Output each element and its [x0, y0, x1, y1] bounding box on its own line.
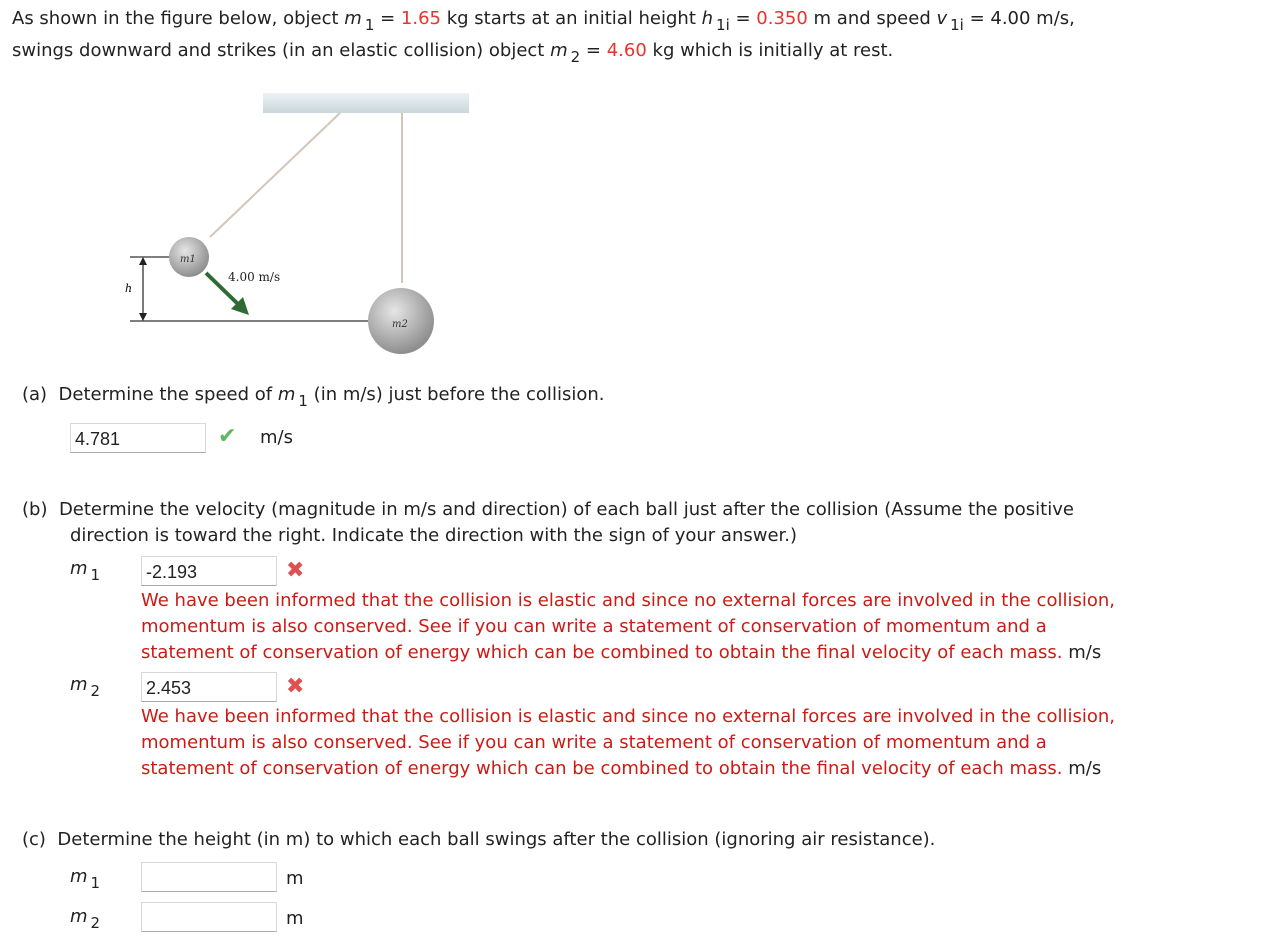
problem-statement-line2	[12, 40, 893, 66]
part-label: (c)	[22, 829, 46, 850]
subscript: 2	[90, 682, 101, 700]
subscript: 1	[90, 874, 101, 892]
given-m1: 1.65	[400, 8, 441, 29]
subscript: 1i	[950, 16, 964, 34]
subscript: 1	[90, 566, 101, 584]
text: momentum is also conserved. See if you can write a statement of conservation of momentum and a	[141, 732, 1047, 753]
given-m2: 4.60	[606, 40, 647, 61]
m1-label	[70, 866, 100, 892]
answer-a-input[interactable]: 4.781	[70, 423, 206, 453]
problem-statement-line1	[12, 8, 1075, 34]
text: We have been informed that the collision is elastic and since no external forces are involved in the collision,	[141, 590, 1115, 611]
answer-b-m2-input[interactable]: 2.453	[141, 672, 277, 702]
subscript: 1	[298, 392, 308, 410]
question-c	[22, 829, 935, 850]
given-h: 0.350	[756, 8, 808, 29]
text: swings downward and strikes (in an elastic collision) object	[12, 40, 551, 61]
ceiling	[263, 93, 469, 113]
answer-b-m1-input[interactable]: -2.193	[141, 556, 277, 586]
feedback-m2	[141, 704, 1115, 782]
unit-label: m	[286, 908, 304, 929]
speed-label: 4.00 m/s	[228, 270, 281, 284]
cross-icon: ✖	[286, 674, 305, 699]
unit-label: m	[286, 868, 304, 889]
symbol: m	[70, 906, 88, 927]
m1-label: m1	[180, 254, 196, 265]
text: statement of conservation of energy which can be combined to obtain the final velocity of each mass.	[141, 758, 1063, 779]
symbol: m	[277, 384, 296, 405]
subscript: 2	[570, 48, 581, 66]
text: kg starts at an initial height	[441, 8, 702, 29]
text: =	[374, 8, 401, 29]
h-label: h	[125, 282, 133, 295]
symbol: v	[936, 8, 948, 29]
text: =	[580, 40, 607, 61]
subscript: 1i	[716, 16, 730, 34]
subscript: 2	[90, 914, 101, 932]
symbol: h	[701, 8, 714, 29]
feedback-m1	[141, 588, 1115, 666]
text: Determine the speed of	[58, 384, 278, 405]
cross-icon: ✖	[286, 558, 305, 583]
check-icon: ✔	[218, 424, 237, 449]
symbol: m	[70, 866, 88, 887]
text: (in m/s) just before the collision.	[307, 384, 605, 405]
text: momentum is also conserved. See if you can write a statement of conservation of momentum and a	[141, 616, 1047, 637]
question-b	[22, 497, 1074, 549]
text: direction is toward the right. Indicate the direction with the sign of your answer.)	[70, 525, 798, 546]
text: As shown in the figure below, object	[12, 8, 345, 29]
m1-label	[70, 558, 100, 584]
unit-label: m/s	[1068, 642, 1102, 663]
symbol: m	[70, 558, 88, 579]
unit-label: m/s	[1068, 758, 1102, 779]
symbol: m	[550, 40, 568, 61]
text: m and speed	[807, 8, 937, 29]
pendulum-figure	[100, 85, 500, 365]
m2-label	[70, 906, 100, 932]
symbol: m	[70, 674, 88, 695]
symbol: m	[344, 8, 362, 29]
answer-c-m1-input[interactable]	[141, 862, 277, 892]
subscript: 1	[364, 16, 375, 34]
text: kg which is initially at rest.	[646, 40, 894, 61]
string-m1	[210, 113, 340, 237]
part-label: (a)	[22, 384, 48, 405]
answer-c-m2-input[interactable]	[141, 902, 277, 932]
text: We have been informed that the collision is elastic and since no external forces are involved in the collision,	[141, 706, 1115, 727]
text: Determine the velocity (magnitude in m/s and direction) of each ball just after the collision (Assume the positive	[58, 499, 1074, 520]
text: statement of conservation of energy which can be combined to obtain the final velocity of each mass.	[141, 642, 1063, 663]
question-a	[22, 384, 604, 410]
unit-label: m/s	[260, 427, 293, 448]
m2-label: m2	[392, 319, 408, 330]
text: Determine the height (in m) to which each ball swings after the collision (ignoring air resistance).	[57, 829, 936, 850]
part-label: (b)	[22, 499, 48, 520]
text: = 4.00 m/s,	[963, 8, 1075, 29]
text: =	[729, 8, 757, 29]
m2-label	[70, 674, 100, 700]
